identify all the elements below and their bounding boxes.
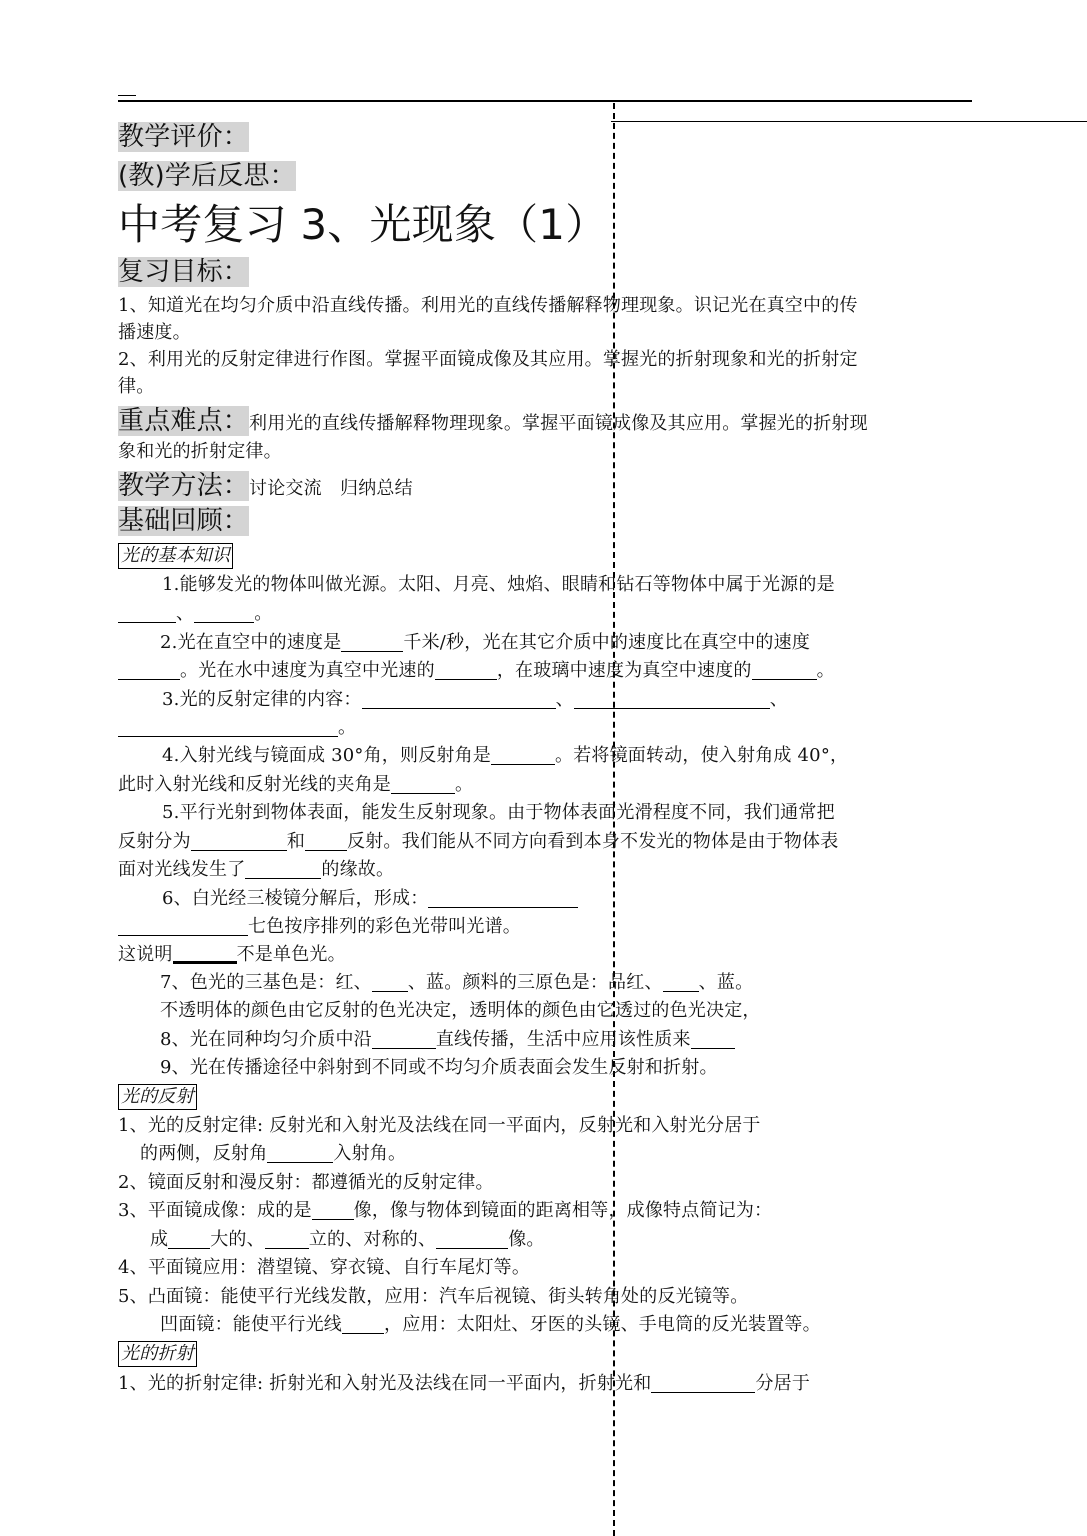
goal-line-2: 播速度。: [118, 322, 191, 343]
answer-blank[interactable]: [194, 602, 254, 623]
reflection-item-2: 2、镜面反射和漫反射：都遵循光的反射定律。: [118, 1172, 494, 1193]
question-3b: 。: [118, 714, 356, 741]
question-4b: 此时入射光线和反射光线的夹角是 。: [118, 774, 474, 795]
question-2a: 2.光在直空中的速度是 千米/秒，光在其它介质中的速度比在真空中的速度: [160, 632, 811, 653]
refraction-item-1: 1、光的折射定律: 折射光和入射光及法线在同一平面内，折射光和 分居于: [118, 1373, 811, 1394]
teaching-eval-heading: 教学评价：: [118, 122, 250, 152]
question-5b: 反射分为 和 反射。我们能从不同方向看到本身不发光的物体是由于物体表: [118, 831, 839, 852]
question-1b: 、 。: [118, 600, 272, 627]
answer-blank[interactable]: [428, 887, 578, 908]
answer-blank[interactable]: [305, 830, 347, 851]
reflection-item-3a: 3、平面镜成像：成的是 像，像与物体到镜面的距离相等，成像特点简记为：: [118, 1200, 773, 1221]
answer-blank[interactable]: [342, 1313, 384, 1334]
goal-line-1: 1、知道光在均匀介质中沿直线传播。利用光的直线传播解释物理现象。识记光在真空中的传: [118, 295, 858, 316]
question-1a: 1.能够发光的物体叫做光源。太阳、月亮、烛焰、眼睛和钻石等物体中属于光源的是: [162, 574, 835, 595]
question-5a: 5.平行光射到物体表面，能发生反射现象。由于物体表面光滑程度不同，我们通常把: [162, 802, 835, 823]
basics-section-label: 光的基本知识: [118, 542, 233, 569]
answer-blank[interactable]: [691, 1028, 735, 1049]
key-points-line-2: 象和光的折射定律。: [118, 441, 282, 462]
reflection-item-6: 凹面镜：能使平行光线 ，应用：太阳灶、牙医的头镜、手电筒的反光装置等。: [160, 1314, 821, 1335]
right-margin-rule: [611, 121, 1087, 122]
goals-heading: 复习目标：: [118, 257, 250, 287]
answer-blank[interactable]: [191, 830, 287, 851]
key-points-heading: 重点难点：: [118, 406, 250, 436]
reflection-item-3b: 成 大的、 立的、对称的、 像。: [150, 1229, 545, 1250]
page-title: 中考复习 3、光现象（1）: [118, 200, 608, 249]
question-4a: 4.入射光线与镜面成 30°角，则反射角是 。若将镜面转动，使入射角成 40°，: [162, 745, 849, 766]
reflection-section-label: 光的反射: [118, 1083, 197, 1110]
answer-blank[interactable]: [372, 1028, 436, 1049]
method-heading: 教学方法：: [118, 471, 250, 501]
answer-blank[interactable]: [436, 1228, 508, 1249]
goal-line-3: 2、利用光的反射定律进行作图。掌握平面镜成像及其应用。掌握光的折射现象和光的折射定: [118, 349, 858, 370]
reflection-item-1b: 的两侧，反射角 入射角。: [140, 1143, 407, 1164]
question-7b: 不透明体的颜色由它反射的色光决定，透明体的颜色由它透过的色光决定，: [160, 1000, 761, 1021]
question-6c: 这说明 不是单色光。: [118, 941, 346, 968]
question-7a: 7、色光的三基色是：红、 、蓝。颜料的三原色是：品红、 、蓝。: [160, 972, 754, 993]
question-9: 9、光在传播途径中斜射到不同或不均匀介质表面会发生反射和折射。: [160, 1057, 718, 1078]
answer-blank[interactable]: [752, 659, 817, 680]
review-heading: 基础回顾：: [118, 506, 250, 536]
answer-blank[interactable]: [173, 941, 237, 964]
goal-line-4: 律。: [118, 376, 155, 397]
answer-blank[interactable]: [118, 716, 338, 737]
question-2b: 。光在水中速度为真空中光速的 ，在玻璃中速度为真空中速度的 。: [118, 657, 835, 684]
answer-blank[interactable]: [245, 858, 321, 879]
question-3a: 3.光的反射定律的内容： 、 、: [162, 689, 788, 710]
reflection-item-1a: 1、光的反射定律: 反射光和入射光及法线在同一平面内，反射光和入射光分居于: [118, 1115, 761, 1136]
question-6a: 6、白光经三棱镜分解后，形成：: [162, 885, 578, 912]
reflection-heading: (教)学后反思：: [118, 161, 296, 191]
answer-blank[interactable]: [118, 915, 248, 936]
method-line: 教学方法：讨论交流 归纳总结: [118, 471, 413, 501]
answer-blank[interactable]: [118, 659, 180, 680]
answer-blank[interactable]: [651, 1372, 755, 1393]
answer-blank[interactable]: [362, 688, 556, 709]
answer-blank[interactable]: [168, 1228, 210, 1249]
answer-blank[interactable]: [341, 631, 403, 652]
question-6b: 七色按序排列的彩色光带叫光谱。: [118, 913, 521, 940]
answer-blank[interactable]: [312, 1199, 354, 1220]
answer-blank[interactable]: [391, 773, 455, 794]
answer-blank[interactable]: [372, 971, 408, 992]
answer-blank[interactable]: [435, 659, 497, 680]
reflection-item-4: 4、平面镜应用：潜望镜、穿衣镜、自行车尾灯等。: [118, 1257, 531, 1278]
answer-blank[interactable]: [265, 1228, 309, 1249]
answer-blank[interactable]: [491, 744, 555, 765]
key-points-line-1: 重点难点：利用光的直线传播解释物理现象。掌握平面镜成像及其应用。掌握光的折射现: [118, 406, 868, 436]
answer-blank[interactable]: [267, 1142, 333, 1163]
reflection-item-5: 5、凸面镜：能使平行光线发散，应用：汽车后视镜、街头转角处的反光镜等。: [118, 1286, 749, 1307]
question-8: 8、光在同种均匀介质中沿 直线传播，生活中应用该性质来: [160, 1026, 735, 1053]
answer-blank[interactable]: [574, 688, 770, 709]
answer-blank[interactable]: [118, 602, 176, 623]
header-short-rule: [118, 95, 136, 96]
header-rule: [118, 100, 972, 102]
question-5c: 面对光线发生了 的缘故。: [118, 859, 395, 880]
refraction-section-label: 光的折射: [118, 1340, 197, 1367]
answer-blank[interactable]: [663, 971, 699, 992]
